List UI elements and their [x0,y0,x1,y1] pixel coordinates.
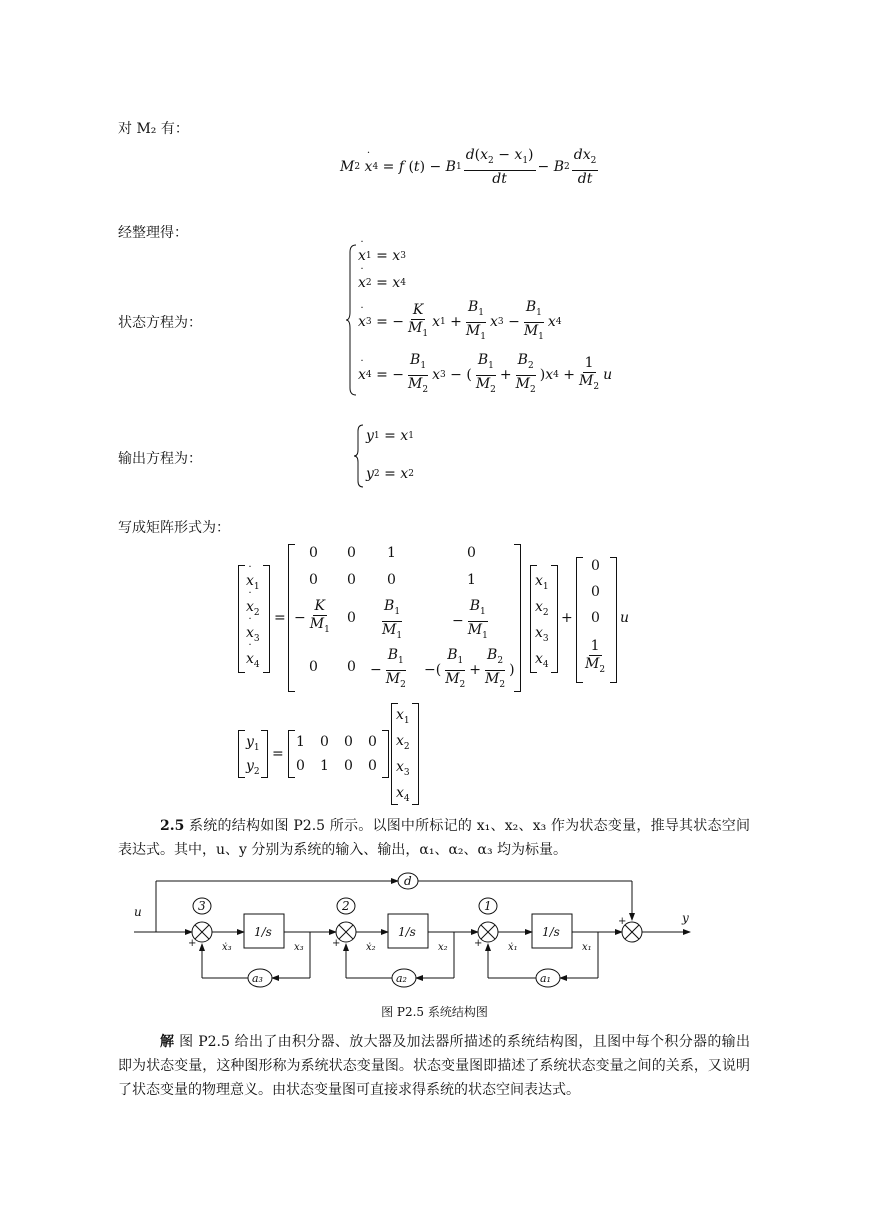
plus-sign: + [618,916,627,927]
label-matrix-form: 写成矩阵形式为： [118,520,230,536]
node-3: 3 [198,899,206,913]
diagram-input: u [134,905,142,919]
integrator-2: 1/s [398,925,416,939]
label-for-m2: 对 M₂ 有： [118,121,189,137]
x2-label: x₂ [438,942,448,953]
problem-number: 2.5 [160,818,185,834]
solution-lead: 解 [160,1034,175,1050]
state-eq-4: ˙ x 4 = − $\frac{B_1}{M_2}$ x 3 − ( $\frac{B_1}{M_2}$ + $\frac{B_2}{M_2}$ ) x 4 + $\frac{1}{M_2}$ u [358,352,612,399]
xdot2-label: ẋ₂ [366,942,376,953]
plus-sign: + [474,938,483,949]
solution-text: 图 P2.5 给出了由积分器、放大器及加法器所描述的系统结构图，且图中每个积分器的输出即为状态变量，这种图形称为系统状态变量图。状态变量图即描述了系统状态变量之间的关系，又说明了状态变量的物理意义。由状态变量图可直接求得系统的状态空间表达式。 [118,1034,750,1098]
solution-paragraph [118,1030,750,1102]
label-state-eq: 状态方程为： [118,315,202,331]
x3-label: x₃ [294,942,304,953]
integrator-1: 1/s [542,925,560,939]
diagram-output: y [682,911,689,925]
plus-sign: + [332,938,341,949]
diagram-d: d [404,874,412,888]
x1-label: x₁ [582,942,592,953]
figure-caption: 图 P2.5 系统结构图 [381,1005,488,1019]
plus-sign: + [188,938,197,949]
problem-paragraph [118,814,750,862]
node-1: 1 [484,899,492,913]
state-brace [346,244,358,396]
integrator-3: 1/s [254,925,272,939]
state-eq-1: ˙ x 1 = x 3 [358,248,406,264]
gain-a1: a₁ [540,972,551,985]
label-output-eq: 输出方程为： [118,451,202,467]
state-eq-3: ˙ x 3 = − $\frac{K}{M_1}$ x 1 + $\frac{B_1}{M_1}$ x 3 − $\frac{B_1}{M_1}$ x 4 [358,299,562,346]
node-2: 2 [342,899,350,913]
output-brace [354,424,364,488]
state-eq-2: ˙ x 2 = x 4 [358,275,406,291]
label-after-sort: 经整理得： [118,225,188,241]
gain-a2: a₂ [396,972,407,985]
block-diagram [130,868,700,998]
xdot3-label: ẋ₃ [222,942,232,953]
xdot1-label: ẋ₁ [508,942,518,953]
gain-a3: a₃ [252,972,263,985]
output-eq-2: y 2 = x 2 [366,466,414,482]
equation-m2: M 2 ˙ x 4 = f ( t ) − B 1 $\frac{d(x_2 - x_1)}{dt}$ − B 2 $\frac{dx_2}{dt}$ [340,147,600,188]
output-eq-1: y 1 = x 1 [366,428,414,444]
problem-text: 系统的结构如图 P2.5 所示。以图中所标记的 x₁、x₂、x₃ 作为状态变量，推导其状态空间表达式。其中，u、y 分别为系统的输入、输出，α₁、α₂、α₃ 均为标量。 [118,818,750,858]
